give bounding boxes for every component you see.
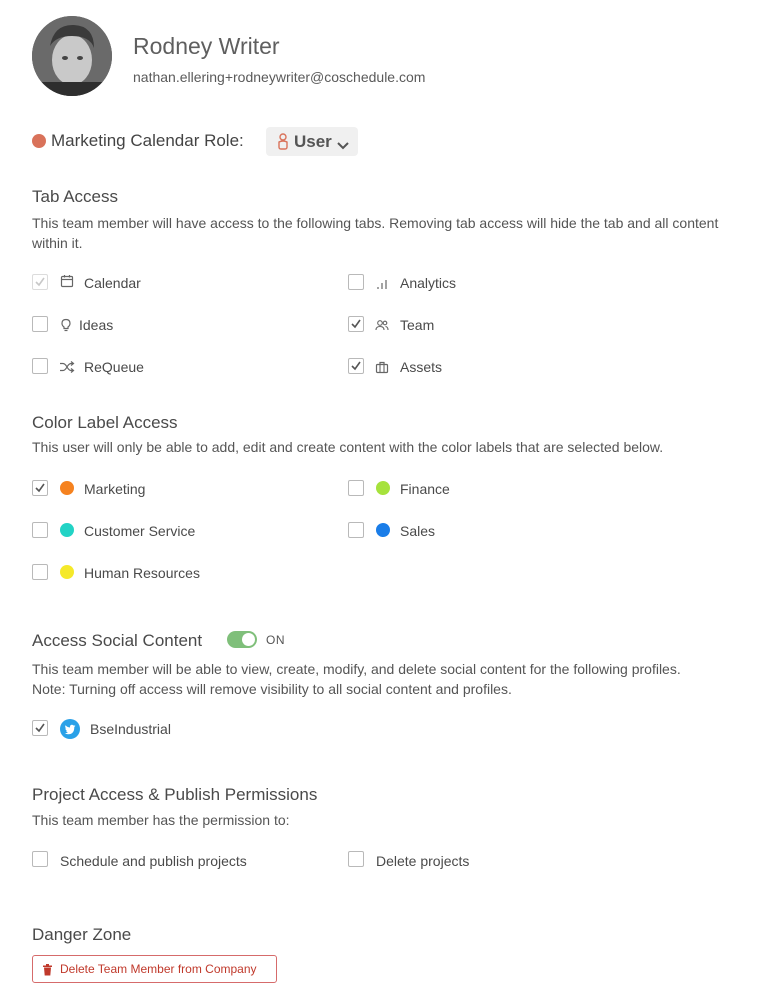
social-profile-checkbox[interactable] bbox=[32, 720, 48, 736]
label-customer-service-text: Customer Service bbox=[84, 523, 196, 539]
tab-team-checkbox[interactable] bbox=[348, 316, 364, 332]
project-access-description: This team member has the permission to: bbox=[32, 812, 290, 828]
role-value: User bbox=[294, 132, 332, 151]
profile-email: nathan.ellering+rodneywriter@coschedule.com bbox=[133, 69, 426, 85]
tab-ideas-checkbox[interactable] bbox=[32, 316, 48, 332]
calendar-icon bbox=[60, 274, 74, 288]
label-sales-checkbox[interactable] bbox=[348, 522, 364, 538]
profile-name: Rodney Writer bbox=[133, 33, 280, 59]
project-access-title: Project Access & Publish Permissions bbox=[32, 785, 318, 804]
schedule-publish-label: Schedule and publish projects bbox=[60, 853, 247, 869]
label-customer-service-checkbox[interactable] bbox=[32, 522, 48, 538]
role-label: Marketing Calendar Role: bbox=[51, 131, 244, 150]
tab-access-description-1: This team member will have access to the following tabs. Removing tab access will hide the tab and all content bbox=[32, 215, 719, 231]
avatar bbox=[32, 16, 112, 96]
shuffle-icon bbox=[59, 360, 73, 374]
social-access-toggle-state: ON bbox=[266, 633, 285, 647]
delete-projects-label: Delete projects bbox=[376, 853, 470, 869]
delete-team-member-label: Delete Team Member from Company bbox=[60, 962, 257, 976]
team-icon bbox=[375, 318, 389, 332]
tab-team-label: Team bbox=[400, 317, 435, 333]
twitter-icon bbox=[60, 719, 80, 739]
danger-zone-title: Danger Zone bbox=[32, 925, 132, 944]
person-icon bbox=[277, 133, 289, 155]
marketing-color-dot bbox=[60, 481, 74, 495]
tab-requeue-label: ReQueue bbox=[84, 359, 144, 375]
briefcase-icon bbox=[375, 360, 389, 374]
sales-color-dot bbox=[376, 523, 390, 537]
label-sales-text: Sales bbox=[400, 523, 436, 539]
label-marketing-checkbox[interactable] bbox=[32, 480, 48, 496]
human-resources-color-dot bbox=[60, 565, 74, 579]
lightbulb-icon bbox=[59, 318, 73, 332]
tab-calendar-checkbox[interactable] bbox=[32, 274, 48, 290]
color-label-access-title: Color Label Access bbox=[32, 413, 178, 432]
label-human-resources-checkbox[interactable] bbox=[32, 564, 48, 580]
customer-service-color-dot bbox=[60, 523, 74, 537]
label-human-resources-text: Human Resources bbox=[84, 565, 200, 581]
label-finance-text: Finance bbox=[400, 481, 450, 497]
tab-access-title: Tab Access bbox=[32, 187, 118, 206]
role-color-dot bbox=[32, 134, 46, 148]
delete-projects-checkbox[interactable] bbox=[348, 851, 364, 867]
label-marketing-text: Marketing bbox=[84, 481, 146, 497]
delete-team-member-button[interactable] bbox=[32, 955, 277, 983]
tab-calendar-label: Calendar bbox=[84, 275, 141, 291]
role-dropdown[interactable] bbox=[266, 127, 358, 156]
tab-assets-checkbox[interactable] bbox=[348, 358, 364, 374]
tab-analytics-label: Analytics bbox=[400, 275, 457, 291]
analytics-icon bbox=[375, 277, 389, 291]
social-access-toggle[interactable] bbox=[227, 631, 257, 648]
tab-ideas-label: Ideas bbox=[79, 317, 114, 333]
social-access-description-2: Note: Turning off access will remove visibility to all social content and profiles. bbox=[32, 681, 512, 697]
schedule-publish-checkbox[interactable] bbox=[32, 851, 48, 867]
social-access-description-1: This team member will be able to view, create, modify, and delete social content for the following profiles. bbox=[32, 661, 681, 677]
social-profile-label: BseIndustrial bbox=[90, 721, 171, 737]
tab-analytics-checkbox[interactable] bbox=[348, 274, 364, 290]
tab-access-description-2: within it. bbox=[32, 235, 83, 251]
finance-color-dot bbox=[376, 481, 390, 495]
tab-requeue-checkbox[interactable] bbox=[32, 358, 48, 374]
tab-assets-label: Assets bbox=[400, 359, 443, 375]
chevron-down-icon bbox=[337, 137, 349, 155]
color-label-access-description: This user will only be able to add, edit and create content with the color labels that are selected below. bbox=[32, 439, 664, 455]
social-access-title: Access Social Content bbox=[32, 631, 203, 650]
trash-icon bbox=[42, 963, 53, 981]
label-finance-checkbox[interactable] bbox=[348, 480, 364, 496]
